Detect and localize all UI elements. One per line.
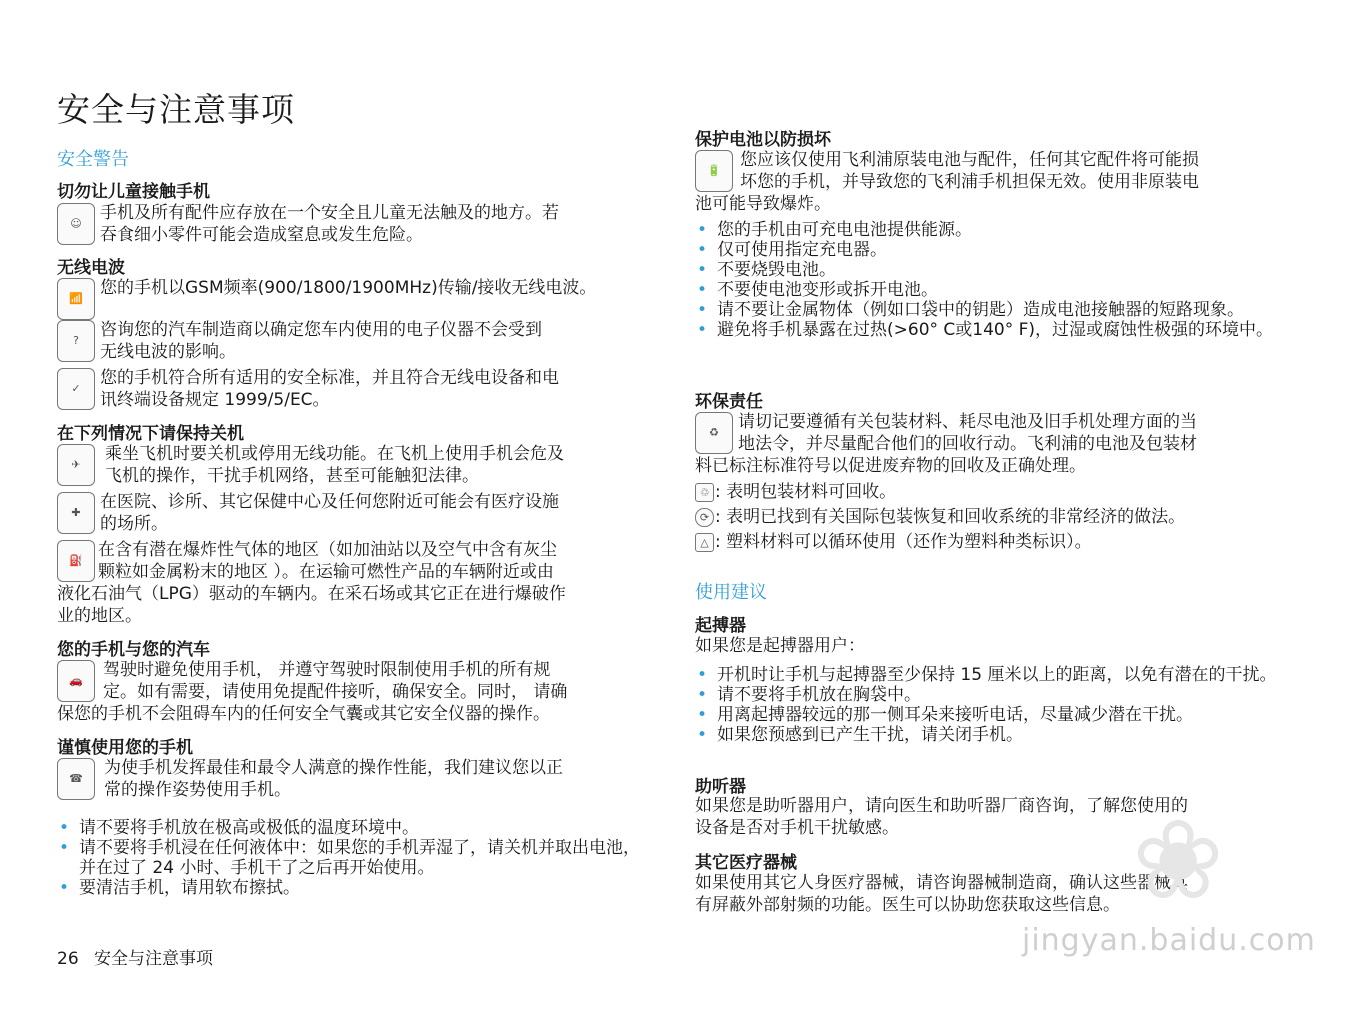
child-warning-icon: ☺ (57, 203, 95, 245)
subheading-pacemaker: 起搏器 (695, 616, 746, 636)
paragraph-children: 手机及所有配件应存放在一个安全且儿童无法触及的地方。若 吞食细小零件可能会造成窒息或发生危险。 (100, 203, 559, 245)
phone-radio-icon: 📶 (57, 278, 95, 320)
list-item: • 您的手机由可充电电池提供能源。 (695, 220, 1280, 240)
page-number: 26 (57, 949, 79, 969)
symbol-plastic-text: : 塑料材料可以循环使用（还作为塑料种类标识）。 (715, 532, 1092, 552)
plastic-recycle-icon: △ (695, 533, 714, 552)
footer-title: 安全与注意事项 (94, 949, 214, 969)
paragraph-car: 驾驶时避免使用手机， 并遵守驾驶时限制使用手机的所有规 定。如有需要，请使用免提配件接听，确保安全。同时， 请确 保您的手机不会阻碍车内的任何安全气囊或其它安全仪器的操作。 (57, 660, 568, 724)
question-phone-icon: ? (57, 320, 95, 362)
subheading-car: 您的手机与您的汽车 (57, 640, 210, 660)
subheading-battery: 保护电池以防损坏 (695, 130, 831, 150)
pacemaker-list (695, 665, 1280, 745)
paragraph-radio-2: 咨询您的汽车制造商以确定您车内使用的电子仪器不会受到 无线电波的影响。 (100, 320, 542, 362)
airplane-icon: ✈ (57, 444, 95, 486)
symbol-green-dot-text: : 表明已找到有关国际包装恢复和回收系统的非常经济的做法。 (715, 507, 1186, 527)
list-item: • 开机时让手机与起搏器至少保持 15 厘米以上的距离，以免有潜在的干扰。 (695, 665, 1280, 685)
list-item: • 请不要将手机放在极高或极低的温度环境中。 (57, 818, 642, 838)
fuel-pump-icon: ⛽ (57, 540, 95, 582)
green-dot-icon: ⟳ (695, 508, 714, 527)
list-item: • 不要烧毁电池。 (695, 260, 1280, 280)
section-heading-safety: 安全警告 (57, 149, 129, 170)
hospital-icon: ✚ (57, 492, 95, 534)
symbol-recyclable-text: : 表明包装材料可回收。 (715, 482, 897, 502)
list-item: • 如果您预感到已产生干扰，请关闭手机。 (695, 725, 1280, 745)
subheading-hearing-aid: 助听器 (695, 777, 746, 797)
subheading-switch-off: 在下列情况下请保持关机 (57, 424, 244, 444)
subheading-children: 切勿让儿童接触手机 (57, 182, 210, 202)
subheading-environment: 环保责任 (695, 392, 763, 412)
watermark-text: jingyan.baidu.com (1022, 923, 1316, 958)
subheading-medical: 其它医疗器械 (695, 853, 797, 873)
recyclable-packaging-icon: ♲ (695, 483, 714, 502)
paragraph-hospital: 在医院、诊所、其它保健中心及任何您附近可能会有医疗设施 的场所。 (100, 492, 559, 534)
list-item: • 避免将手机暴露在过热(>60° C或140° F)，过湿或腐蚀性极强的环境中。 (695, 320, 1280, 340)
paragraph-battery: 您应该仅使用飞利浦原装电池与配件，任何其它配件将可能损 坏您的手机，并导致您的飞利浦手机担保无效。使用非原装电 池可能导致爆炸。 (695, 150, 1199, 214)
paragraph-hearing-aid: 如果您是助听器用户，请向医生和助听器厂商咨询，了解您使用的 设备是否对手机干扰敏感。 (695, 796, 1188, 838)
list-item: • 仅可使用指定充电器。 (695, 240, 1280, 260)
subheading-careful-use: 谨慎使用您的手机 (57, 738, 193, 758)
phone-handling-icon: ☎ (57, 758, 95, 800)
page-footer (57, 944, 213, 969)
phone-standard-icon: ✓ (57, 368, 95, 410)
section-heading-usage: 使用建议 (695, 582, 767, 603)
paragraph-medical: 如果使用其它人身医疗器械，请咨询器械制造商，确认这些器械具 有屏蔽外部射频的功能。医生可以协助您获取这些信息。 (695, 873, 1188, 915)
car-driving-icon: 🚗 (57, 660, 95, 702)
page-title: 安全与注意事项 (57, 90, 295, 129)
battery-list (695, 220, 1280, 340)
list-item: • 用离起搏器较远的那一侧耳朵来接听电话，尽量减少潜在干扰。 (695, 705, 1280, 725)
pacemaker-intro: 如果您是起搏器用户： (695, 636, 865, 656)
battery-icon: 🔋 (695, 150, 733, 192)
recycle-phone-icon: ♻ (695, 412, 733, 454)
list-item: • 不要使电池变形或拆开电池。 (695, 280, 1280, 300)
list-item: • 请不要将手机浸在任何液体中：如果您的手机弄湿了，请关机并取出电池，并在过了 24 小时、手机干了之后再开始使用。 (57, 838, 642, 878)
subheading-radio-waves: 无线电波 (57, 258, 125, 278)
paragraph-environment: 请切记要遵循有关包装材料、耗尽电池及旧手机处理方面的当 地法令，并尽量配合他们的回收行动。飞利浦的电池及包装材 料已标注标准符号以促进废弃物的回收及正确处理。 (695, 412, 1197, 476)
paragraph-careful-use: 为使手机发挥最佳和最令人满意的操作性能，我们建议您以正 常的操作姿势使用手机。 (104, 758, 563, 800)
list-item: • 请不要让金属物体（例如口袋中的钥匙）造成电池接触器的短路现象。 (695, 300, 1280, 320)
list-item: • 要清洁手机，请用软布擦拭。 (57, 878, 642, 898)
paw-logo-icon: ❀ (1132, 796, 1225, 924)
paragraph-airplane: 乘坐飞机时要关机或停用无线功能。在飞机上使用手机会危及 飞机的操作，干扰手机网络，甚至可能触犯法律。 (105, 444, 564, 486)
paragraph-radio-3: 您的手机符合所有适用的安全标准，并且符合无线电设备和电 讯终端设备规定 1999/5/EC。 (100, 368, 559, 410)
careful-use-list (57, 818, 642, 898)
paragraph-radio-1: 您的手机以GSM频率(900/1800/1900MHz)传输/接收无线电波。 (100, 278, 597, 298)
list-item: • 请不要将手机放在胸袋中。 (695, 685, 1280, 705)
paragraph-explosive: 在含有潜在爆炸性气体的地区（如加油站以及空气中含有灰尘 颗粒如金属粉末的地区 ）。在运输可燃性产品的车辆附近或由 液化石油气（LPG）驱动的车辆内。在采石场或其它正在进行爆破作 业的地区。 (57, 540, 566, 626)
